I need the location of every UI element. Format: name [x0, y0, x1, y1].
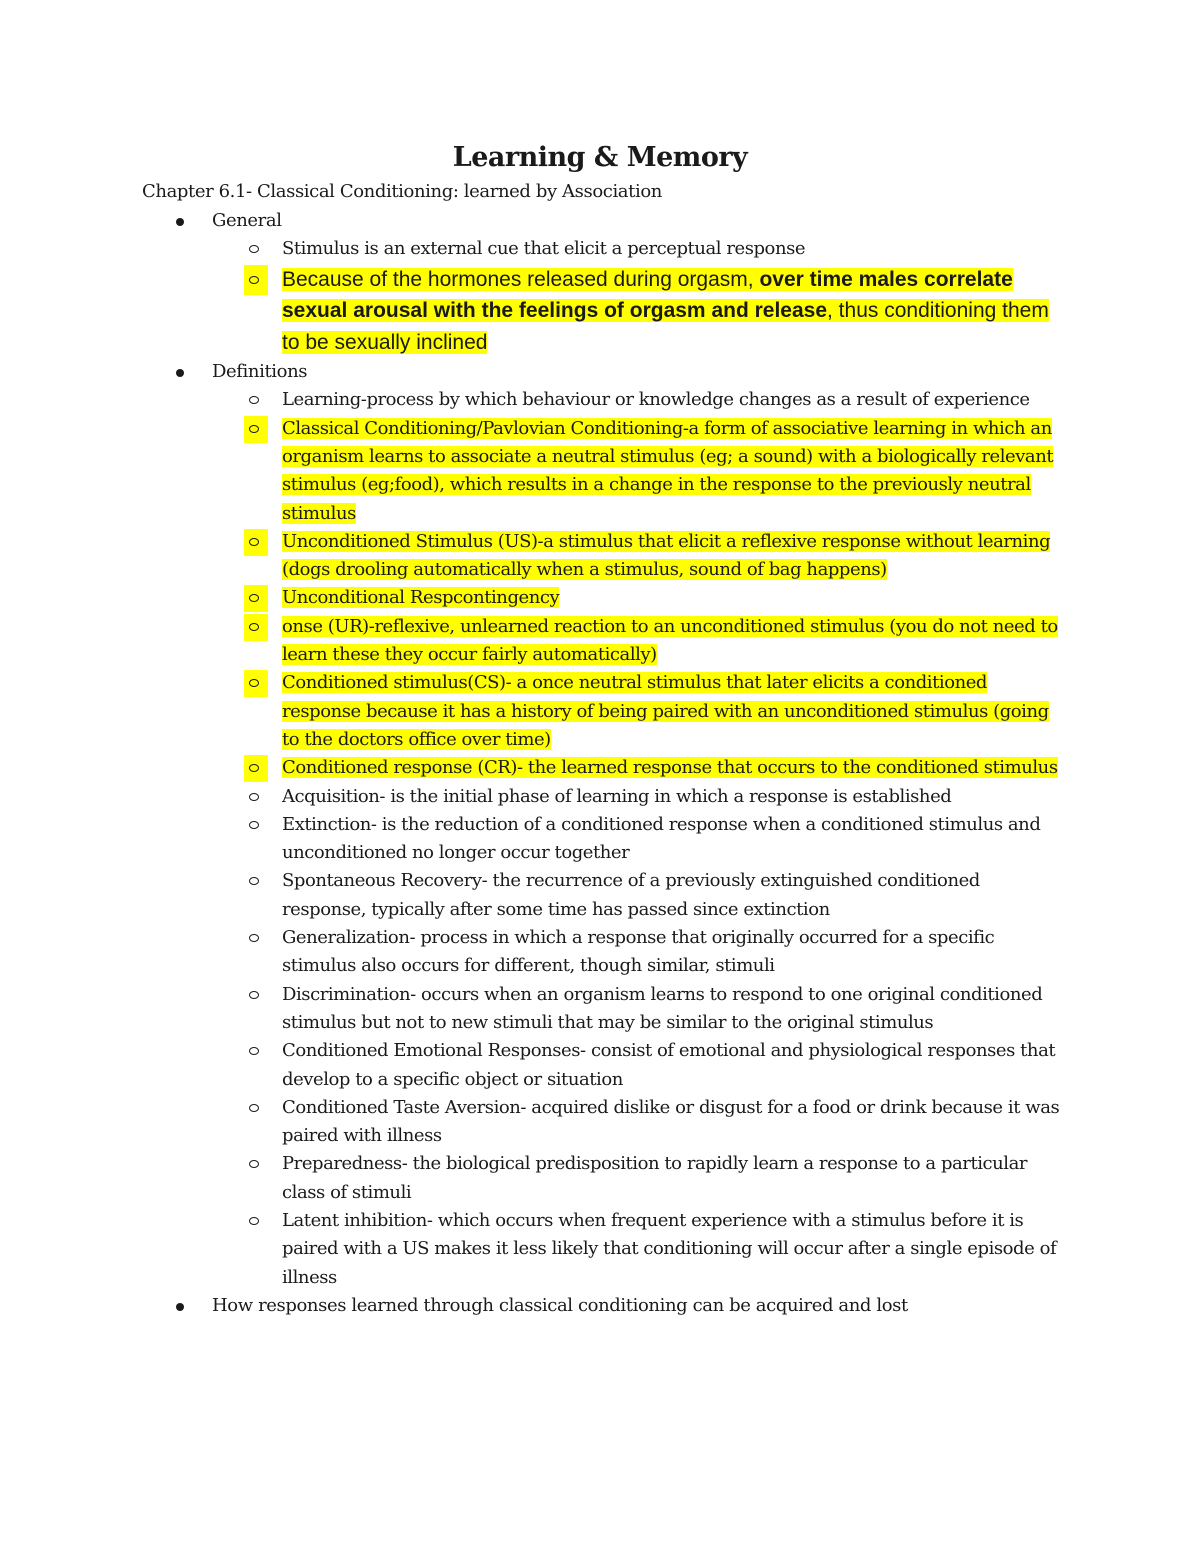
section-heading-label: Definitions [212, 361, 308, 383]
list-item [0, 528, 1067, 585]
hollow-circle-bullet-icon [249, 877, 259, 885]
hollow-circle-bullet-icon [249, 245, 259, 253]
item-text: Generalization- process in which a response that originally occurred for a specific stimulus also occurs for different, though similar, stimuli [282, 927, 995, 977]
list-item [0, 754, 1067, 782]
chapter-heading: Chapter 6.1- Classical Conditioning: learned by Association [142, 181, 662, 202]
item-text: Acquisition- is the initial phase of learning in which a response is established [282, 785, 952, 807]
item-text: onse (UR)-reflexive, unlearned reaction to an unconditioned stimulus (you do not need to learn these they occur fairly automatically) [282, 615, 1058, 666]
hollow-circle-bullet-icon [249, 1217, 259, 1225]
hollow-circle-bullet-icon [249, 276, 259, 284]
list-item [0, 669, 1067, 754]
list-item [0, 1207, 1067, 1292]
hollow-circle-bullet-icon [249, 821, 259, 829]
item-text: Extinction- is the reduction of a conditioned response when a conditioned stimulus and unconditioned no longer occur together [282, 813, 1041, 864]
list-item [0, 867, 1067, 924]
hollow-circle-bullet-icon [249, 623, 259, 631]
item-text: Preparedness- the biological predisposition to rapidly learn a response to a particular class of stimuli [282, 1153, 1028, 1203]
bold-text: over time males correlate sexual arousal with the feelings of orgasm and release [282, 267, 1013, 323]
hollow-circle-bullet-icon [249, 991, 259, 999]
list-item [0, 613, 1067, 670]
outline-list [0, 207, 1200, 1320]
hollow-circle-bullet-icon [249, 1160, 259, 1168]
list-item [0, 783, 1067, 811]
hollow-circle-bullet-icon [249, 396, 259, 404]
hollow-circle-bullet-icon [249, 793, 259, 801]
filled-bullet-icon [176, 1303, 184, 1311]
section-heading [0, 358, 1200, 386]
item-text: Stimulus is an external cue that elicit a perceptual response [282, 238, 806, 260]
list-item [0, 1037, 1067, 1094]
list-item [0, 584, 1067, 612]
list-item [0, 981, 1067, 1038]
list-item [0, 386, 1067, 414]
item-text: Conditioned response (CR)- the learned response that occurs to the conditioned stimulus [282, 757, 1058, 779]
filled-bullet-icon [176, 218, 184, 226]
hollow-circle-bullet-icon [249, 1047, 259, 1055]
item-text: Conditioned Taste Aversion- acquired dislike or disgust for a food or drink because it was paired with illness [282, 1096, 1060, 1147]
list-item [0, 924, 1067, 981]
item-text: Spontaneous Recovery- the recurrence of a previously extinguished conditioned response, typically after some time has passed since extinction [282, 870, 980, 920]
list-item [0, 415, 1067, 528]
item-text: Conditioned Emotional Responses- consist of emotional and physiological responses that develop to a specific object or situation [282, 1040, 1056, 1090]
list-item [0, 264, 1072, 359]
item-text: Unconditioned Stimulus (US)-a stimulus that elicit a reflexive response without learning (dogs drooling automatically when a stimulus, sound of bag happens) [282, 530, 1051, 581]
item-text: Learning-process by which behaviour or knowledge changes as a result of experience [282, 389, 1030, 411]
item-text: Discrimination- occurs when an organism learns to respond to one original conditioned stimulus but not to new stimuli that may be similar to the original stimulus [282, 983, 1043, 1033]
hollow-circle-bullet-icon [249, 425, 259, 433]
hollow-circle-bullet-icon [249, 1104, 259, 1112]
item-text: , thus conditioning them to be sexually inclined [282, 299, 1049, 354]
section-heading [0, 1292, 1200, 1320]
item-text: Unconditional Respcontingency [282, 587, 560, 609]
filled-bullet-icon [176, 369, 184, 377]
list-item [0, 235, 1067, 263]
page-title: Learning & Memory [452, 142, 748, 173]
hollow-circle-bullet-icon [249, 538, 259, 546]
item-text: Latent inhibition- which occurs when frequent experience with a stimulus before it is paired with a US makes it less likely that conditioning will occur after a single episode of illness [282, 1210, 1057, 1288]
item-text: Because of the hormones released during orgasm, [282, 267, 760, 291]
section-heading-label: General [212, 210, 282, 231]
hollow-circle-bullet-icon [249, 934, 259, 942]
section-heading-label: How responses learned through classical conditioning can be acquired and lost [212, 1294, 908, 1316]
item-text: Conditioned stimulus(CS)- a once neutral stimulus that later elicits a conditioned response because it has a history of being paired with an unconditioned stimulus (going to the doctors office over time) [282, 672, 1049, 750]
item-text: Classical Conditioning/Pavlovian Conditioning-a form of associative learning in which an organism learns to associate a neutral stimulus (eg; a sound) with a biologically relevant stimulus (eg;food), which results in a change in the response to the previously neutral stimulus [282, 417, 1054, 524]
section-heading [0, 207, 1200, 235]
list-item [0, 811, 1067, 868]
list-item [0, 1094, 1067, 1151]
list-item [0, 1150, 1067, 1207]
